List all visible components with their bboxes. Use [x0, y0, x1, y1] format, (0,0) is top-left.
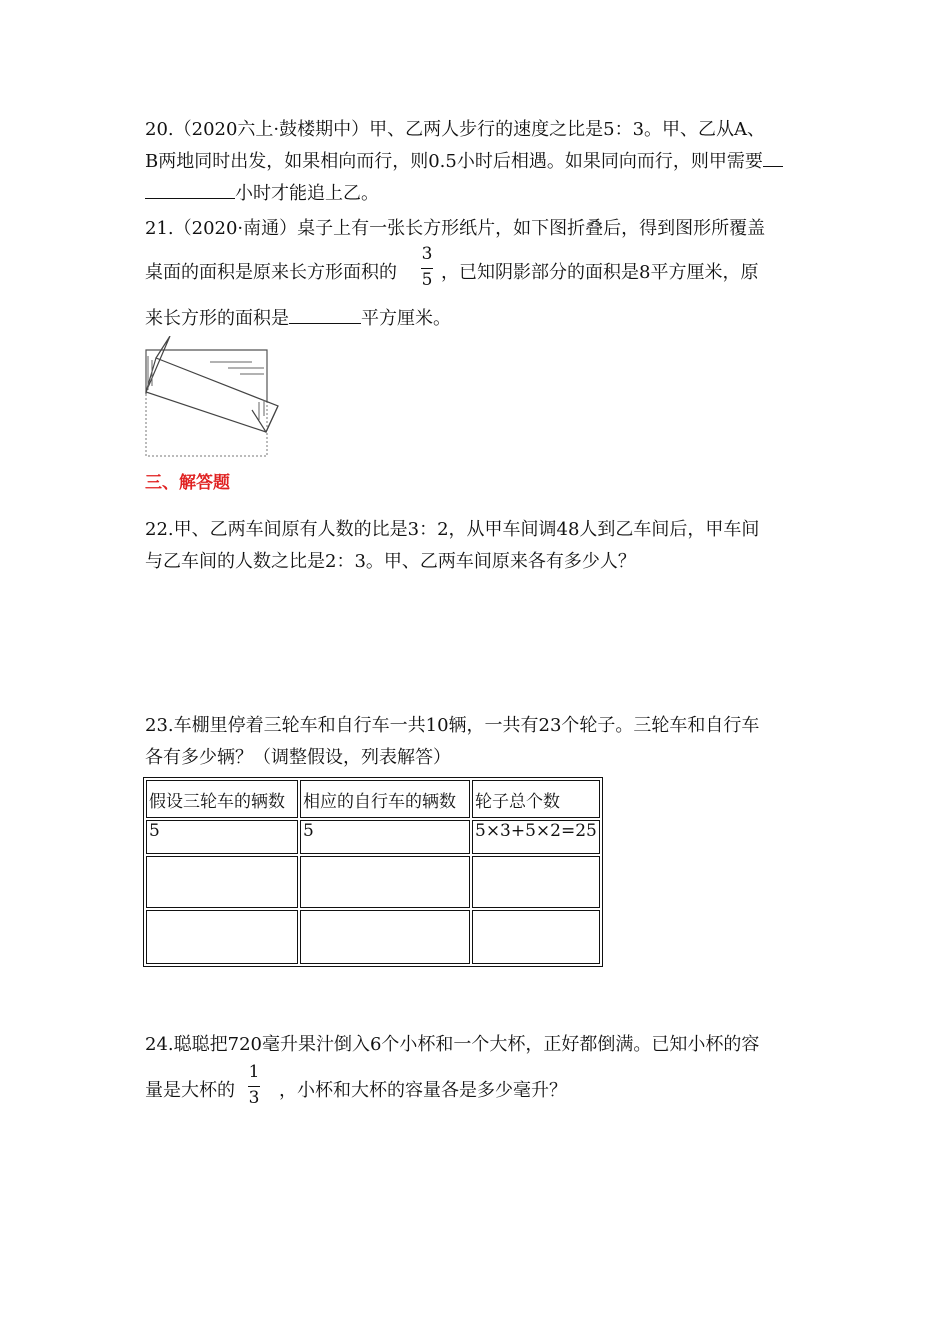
q21-line3 — [145, 305, 451, 332]
q20-line3-text: 小时才能追上乙。 — [235, 183, 379, 204]
table-row — [146, 910, 600, 964]
table-header-row — [146, 780, 600, 818]
table-cell — [146, 856, 298, 908]
q23-line2: 各有多少辆？（调整假设，列表解答） — [145, 747, 451, 768]
q21-line3-prefix: 来长方形的面积是 — [145, 308, 289, 329]
q21-line1: 21.（2020·南通）桌子上有一张长方形纸片，如下图折叠后，得到图形所覆盖 — [145, 218, 766, 239]
q21-fraction-bar — [421, 268, 433, 269]
table-cell — [300, 910, 470, 964]
q23-table — [143, 777, 603, 967]
q21-line3-suffix: 平方厘米。 — [361, 308, 451, 329]
q20-line3 — [145, 180, 379, 207]
table-row — [146, 820, 600, 854]
original-rectangle-outline — [146, 350, 267, 456]
q20-answer-blank-part1 — [763, 148, 783, 167]
table-row — [146, 856, 600, 908]
q20-line1: 20.（2020六上·鼓楼期中）甲、乙两人步行的速度之比是5：3。甲、乙从A、 — [145, 119, 766, 140]
table-cell: 5×3+5×2=25 — [472, 820, 600, 854]
q21-line2-prefix: 桌面的面积是原来长方形面积的 — [145, 262, 397, 283]
q23-line1: 23.车棚里停着三轮车和自行车一共10辆，一共有23个轮子。三轮车和自行车 — [145, 715, 760, 736]
folded-strip — [146, 358, 278, 432]
q24-fraction-bar — [248, 1086, 260, 1087]
section-heading: 三、解答题 — [145, 473, 230, 493]
table-header-cell: 假设三轮车的辆数 — [146, 780, 298, 818]
table-cell: 5 — [300, 820, 470, 854]
table-cell: 5 — [146, 820, 298, 854]
q24-fraction-numerator: 1 — [248, 1062, 260, 1082]
q22-line2: 与乙车间的人数之比是2：3。甲、乙两车间原来各有多少人？ — [145, 551, 636, 572]
q20-answer-blank-part2 — [145, 180, 235, 199]
q24-fraction-denominator: 3 — [248, 1088, 260, 1108]
q24-line1: 24.聪聪把720毫升果汁倒入6个小杯和一个大杯，正好都倒满。已知小杯的容 — [145, 1034, 760, 1055]
folded-corner-top — [146, 336, 170, 392]
q24-line2-prefix: 量是大杯的 — [145, 1080, 235, 1101]
q21-line2 — [145, 260, 758, 286]
q20-line2 — [145, 148, 783, 175]
q21-line2-suffix: ，已知阴影部分的面积是8平方厘米，原 — [441, 262, 759, 283]
table-header-cell: 相应的自行车的辆数 — [300, 780, 470, 818]
q24-line2-suffix: ，小杯和大杯的容量各是多少毫升？ — [279, 1080, 567, 1101]
folded-paper-figure — [140, 336, 280, 461]
q20-line2-text: B两地同时出发，如果相向而行，则0.5小时后相遇。如果同向而行，则甲需要 — [145, 151, 763, 172]
q21-fraction-denominator: 5 — [421, 270, 433, 290]
table-cell — [300, 856, 470, 908]
table-cell — [146, 910, 298, 964]
table-cell — [472, 910, 600, 964]
table-cell — [472, 856, 600, 908]
q21-answer-blank — [289, 305, 361, 324]
q24-line2 — [145, 1078, 567, 1104]
table-header-cell: 轮子总个数 — [472, 780, 600, 818]
q22-line1: 22.甲、乙两车间原有人数的比是3：2，从甲车间调48人到乙车间后，甲车间 — [145, 519, 760, 540]
q21-fraction-numerator: 3 — [421, 244, 433, 264]
